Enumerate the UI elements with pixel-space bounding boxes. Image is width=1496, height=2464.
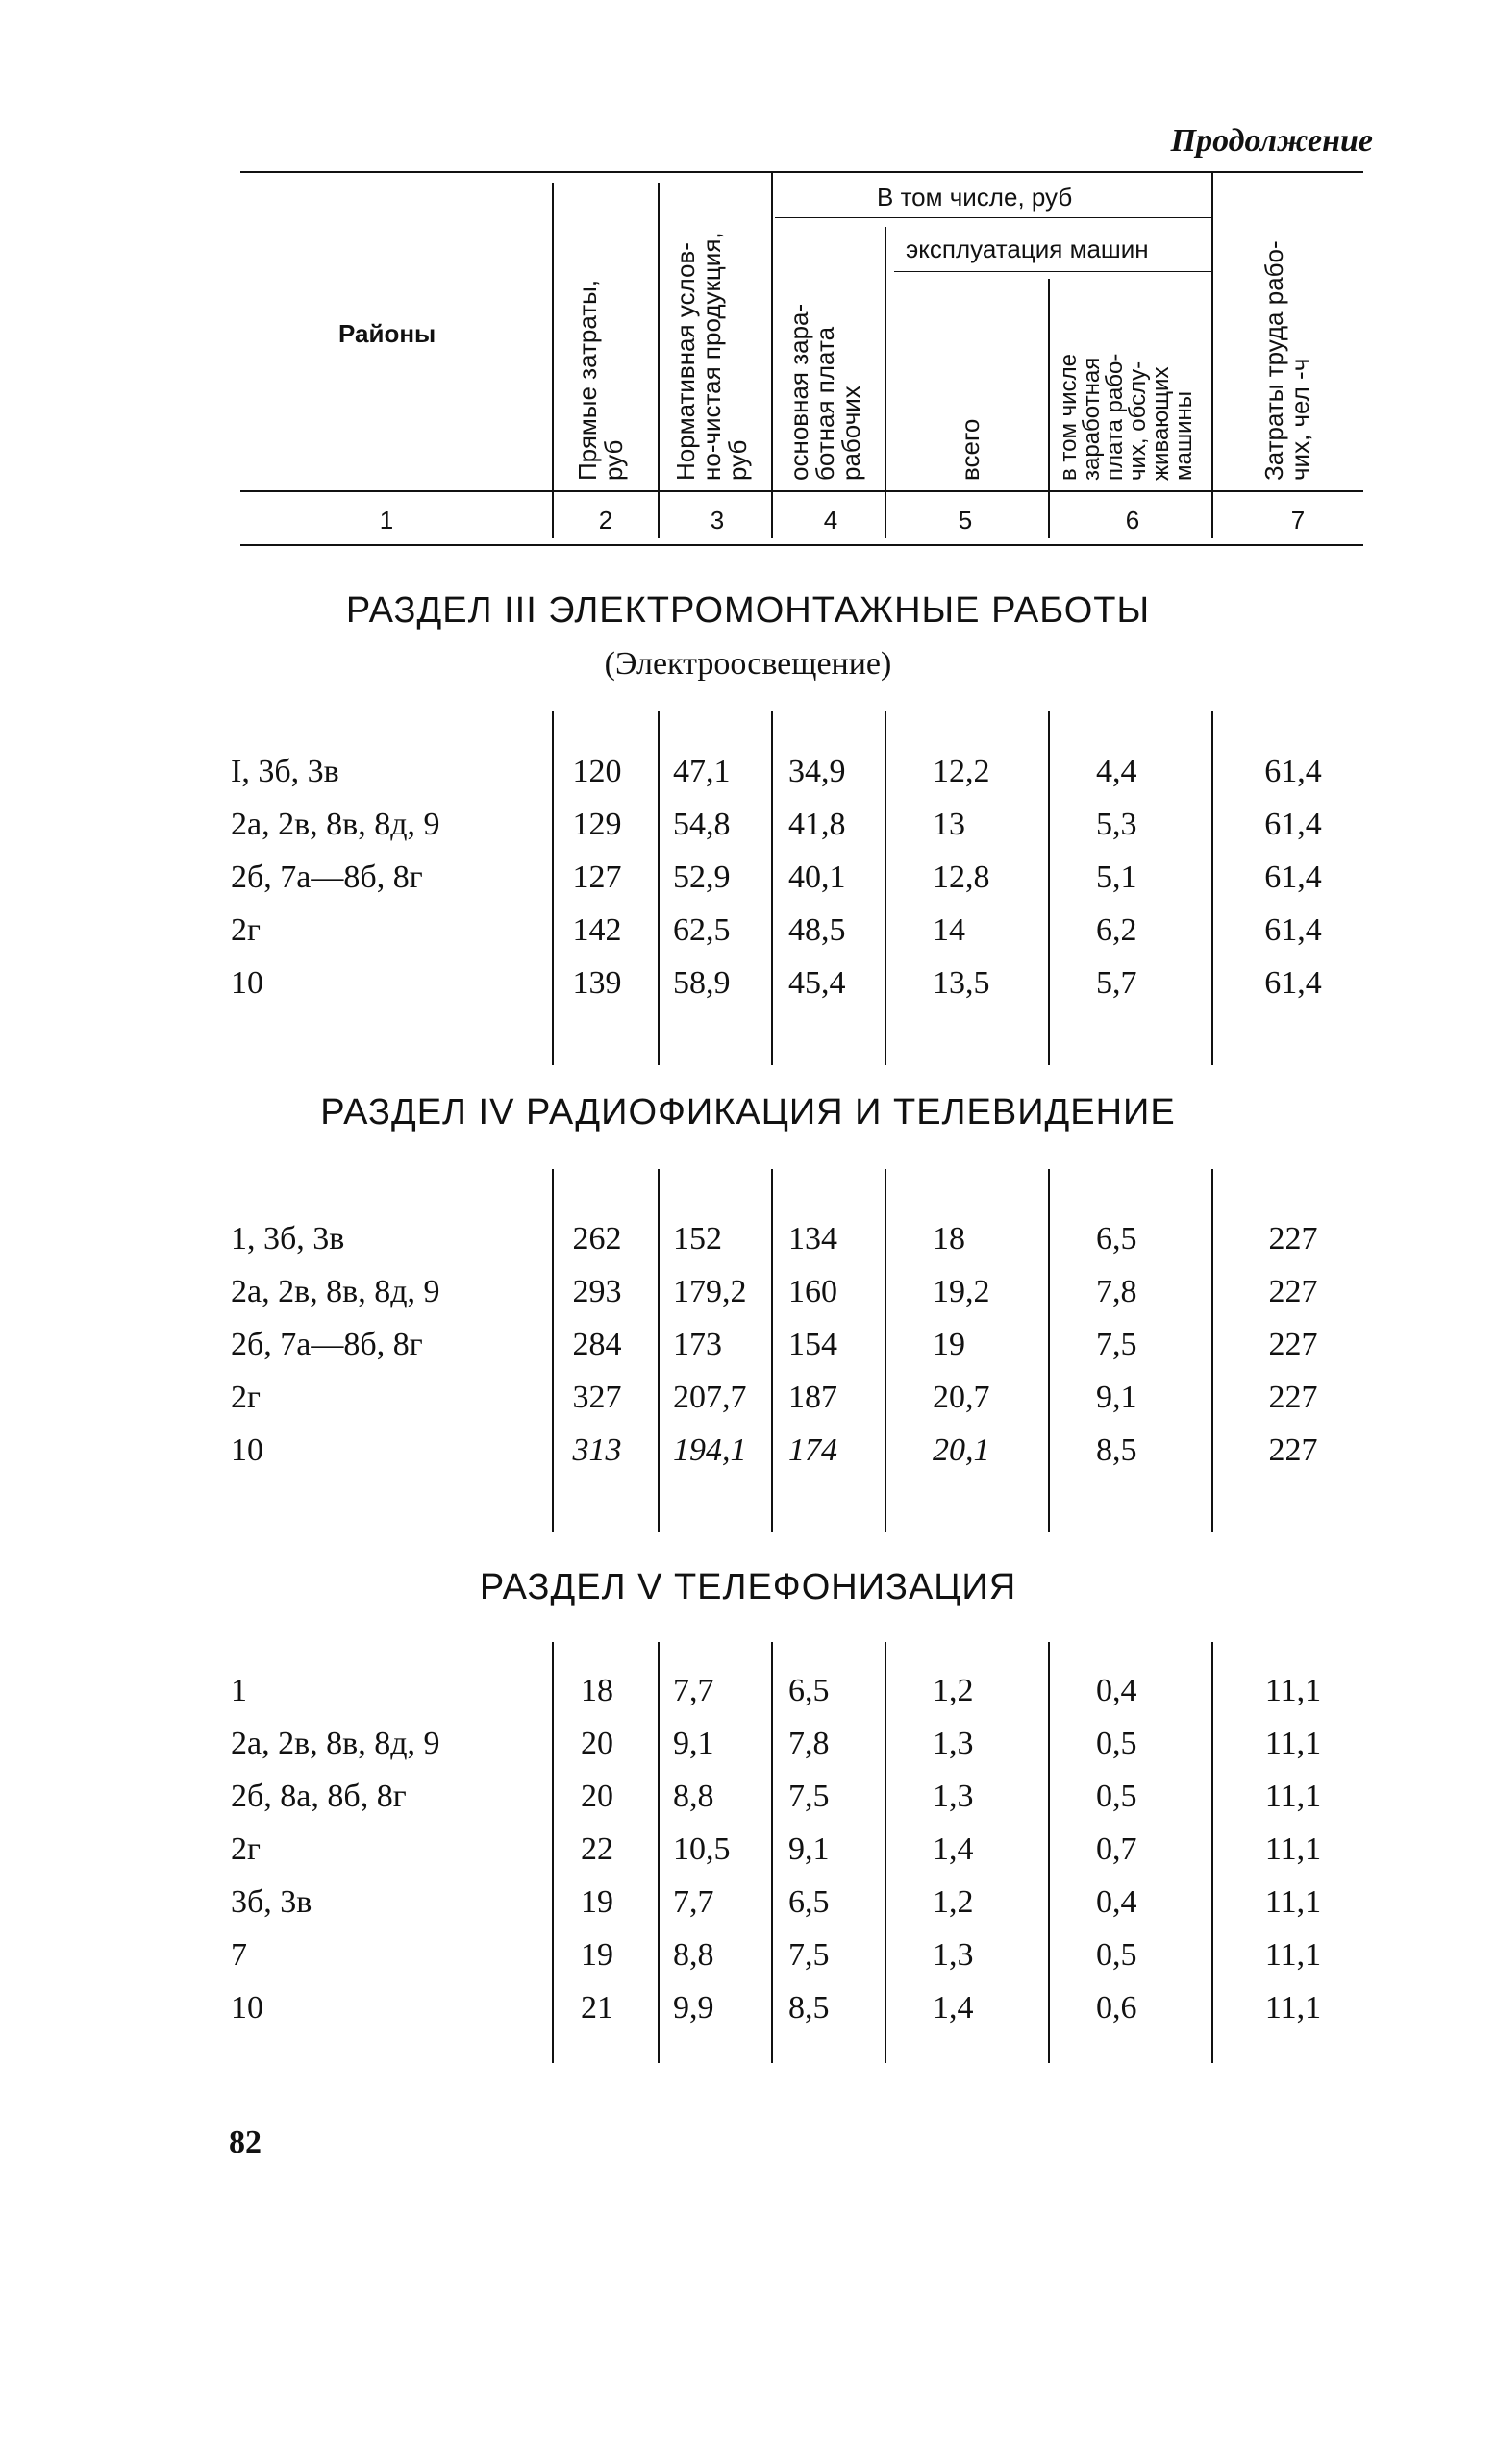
direct-costs-cell: 20 (581, 1726, 613, 1761)
table-row (0, 1990, 1496, 2042)
header-machines-total: всего (956, 418, 985, 481)
column-number-1: 1 (379, 506, 394, 535)
region-cell: 1, 3б, 3в (231, 1221, 345, 1257)
table-row (0, 859, 1496, 911)
table-row (0, 1327, 1496, 1379)
direct-costs-cell: 21 (581, 1990, 613, 2026)
machines-total-cell: 19 (933, 1327, 965, 1362)
column-number-5: 5 (958, 506, 973, 535)
normative-product-cell: 194,1 (673, 1432, 747, 1468)
base-salary-cell: 6,5 (788, 1673, 830, 1708)
section-title: РАЗДЕЛ IV РАДИОФИКАЦИЯ И ТЕЛЕВИДЕНИЕ (320, 1092, 1176, 1132)
header-base-salary: основная зара- ботная плата рабочих (785, 303, 865, 481)
table-row (0, 1432, 1496, 1484)
table-row (0, 754, 1496, 806)
header-normative-product: Нормативная услов- но-чистая продукция, руб (671, 232, 752, 481)
normative-product-cell: 8,8 (673, 1779, 714, 1814)
region-cell: 2а, 2в, 8в, 8д, 9 (231, 1726, 440, 1761)
continuation-label: Продолжение (1170, 123, 1373, 159)
normative-product-cell: 54,8 (673, 807, 731, 842)
normative-product-cell: 9,1 (673, 1726, 714, 1761)
table-row (0, 1779, 1496, 1830)
machines-total-cell: 20,7 (933, 1380, 990, 1415)
labor-costs-cell: 11,1 (1264, 1673, 1322, 1708)
table-row (0, 1274, 1496, 1326)
header-divider-1 (552, 183, 554, 538)
machine-salary-cell: 7,8 (1096, 1274, 1137, 1309)
table-row (0, 1726, 1496, 1778)
machines-total-cell: 12,2 (933, 754, 990, 789)
base-salary-cell: 8,5 (788, 1990, 830, 2026)
direct-costs-cell: 127 (572, 859, 622, 895)
labor-costs-cell: 227 (1268, 1274, 1318, 1309)
base-salary-cell: 174 (788, 1432, 837, 1468)
labor-costs-cell: 11,1 (1264, 1779, 1322, 1814)
column-number-4: 4 (823, 506, 838, 535)
header-subgroup-label: эксплуатация машин (906, 235, 1149, 263)
base-salary-cell: 9,1 (788, 1831, 830, 1867)
labor-costs-cell: 61,4 (1264, 965, 1322, 1001)
region-cell: 2г (231, 1831, 261, 1867)
machine-salary-cell: 0,7 (1096, 1831, 1137, 1867)
base-salary-cell: 6,5 (788, 1884, 830, 1920)
numbers-bottom-rule (240, 544, 1363, 546)
table-row (0, 965, 1496, 1017)
header-divider-5 (1048, 279, 1050, 538)
base-salary-cell: 160 (788, 1274, 837, 1309)
header-labor-costs: Затраты труда рабо- чих, чел -ч (1259, 240, 1314, 481)
base-salary-cell: 41,8 (788, 807, 846, 842)
header-machine-salary: в том числе заработная плата рабо- чих, обслу- живающих машины (1056, 353, 1197, 481)
direct-costs-cell: 18 (581, 1673, 613, 1708)
header-regions: Районы (338, 319, 436, 348)
base-salary-cell: 7,5 (788, 1779, 830, 1814)
header-bottom-rule (240, 490, 1363, 492)
direct-costs-cell: 139 (572, 965, 622, 1001)
region-cell: 10 (231, 965, 263, 1001)
header-direct-costs: Прямые затраты, руб (573, 279, 628, 481)
machine-salary-cell: 5,7 (1096, 965, 1137, 1001)
machine-salary-cell: 4,4 (1096, 754, 1137, 789)
machines-total-cell: 1,3 (933, 1779, 974, 1814)
region-cell: 10 (231, 1432, 263, 1468)
machine-salary-cell: 0,4 (1096, 1673, 1137, 1708)
direct-costs-cell: 20 (581, 1779, 613, 1814)
normative-product-cell: 62,5 (673, 912, 731, 948)
base-salary-cell: 34,9 (788, 754, 846, 789)
column-number-3: 3 (710, 506, 725, 535)
normative-product-cell: 179,2 (673, 1274, 747, 1309)
machine-salary-cell: 9,1 (1096, 1380, 1137, 1415)
labor-costs-cell: 61,4 (1264, 912, 1322, 948)
region-cell: 2г (231, 1380, 261, 1415)
table-row (0, 1937, 1496, 1989)
machine-salary-cell: 0,6 (1096, 1990, 1137, 2026)
region-cell: 3б, 3в (231, 1884, 312, 1920)
labor-costs-cell: 61,4 (1264, 754, 1322, 789)
header-top-rule (240, 171, 1363, 173)
machines-total-cell: 1,2 (933, 1673, 974, 1708)
direct-costs-cell: 313 (572, 1432, 622, 1468)
base-salary-cell: 7,5 (788, 1937, 830, 1973)
normative-product-cell: 10,5 (673, 1831, 731, 1867)
machine-salary-cell: 8,5 (1096, 1432, 1137, 1468)
labor-costs-cell: 11,1 (1264, 1831, 1322, 1867)
machines-total-cell: 14 (933, 912, 965, 948)
machine-salary-cell: 0,5 (1096, 1779, 1137, 1814)
region-cell: 2г (231, 912, 261, 948)
header-divider-6 (1211, 173, 1213, 538)
group-rule (775, 217, 1211, 218)
labor-costs-cell: 61,4 (1264, 859, 1322, 895)
machine-salary-cell: 5,1 (1096, 859, 1137, 895)
region-cell: 2б, 7а—8б, 8г (231, 1327, 423, 1362)
direct-costs-cell: 284 (572, 1327, 622, 1362)
header-divider-2 (658, 183, 660, 538)
machines-total-cell: 1,3 (933, 1726, 974, 1761)
labor-costs-cell: 227 (1268, 1380, 1318, 1415)
column-number-6: 6 (1125, 506, 1140, 535)
header-divider-3 (771, 173, 773, 538)
machines-total-cell: 13 (933, 807, 965, 842)
normative-product-cell: 207,7 (673, 1380, 747, 1415)
normative-product-cell: 58,9 (673, 965, 731, 1001)
normative-product-cell: 152 (673, 1221, 722, 1257)
machine-salary-cell: 7,5 (1096, 1327, 1137, 1362)
machines-total-cell: 1,4 (933, 1831, 974, 1867)
table-row (0, 912, 1496, 964)
section-title: РАЗДЕЛ III ЭЛЕКТРОМОНТАЖНЫЕ РАБОТЫ (345, 590, 1151, 631)
machine-salary-cell: 6,2 (1096, 912, 1137, 948)
region-cell: 2б, 8а, 8б, 8г (231, 1779, 407, 1814)
region-cell: 10 (231, 1990, 263, 2026)
base-salary-cell: 48,5 (788, 912, 846, 948)
direct-costs-cell: 19 (581, 1937, 613, 1973)
direct-costs-cell: 262 (572, 1221, 622, 1257)
machines-total-cell: 19,2 (933, 1274, 990, 1309)
machine-salary-cell: 0,5 (1096, 1937, 1137, 1973)
machines-total-cell: 1,3 (933, 1937, 974, 1973)
labor-costs-cell: 11,1 (1264, 1990, 1322, 2026)
normative-product-cell: 8,8 (673, 1937, 714, 1973)
machines-total-cell: 13,5 (933, 965, 990, 1001)
header-group-label: В том числе, руб (877, 183, 1073, 212)
labor-costs-cell: 11,1 (1264, 1937, 1322, 1973)
labor-costs-cell: 11,1 (1264, 1726, 1322, 1761)
page-number: 82 (229, 2125, 262, 2160)
machines-total-cell: 1,2 (933, 1884, 974, 1920)
normative-product-cell: 52,9 (673, 859, 731, 895)
table-row (0, 1673, 1496, 1725)
base-salary-cell: 134 (788, 1221, 837, 1257)
section-title: РАЗДЕЛ V ТЕЛЕФОНИЗАЦИЯ (479, 1567, 1017, 1607)
region-cell: 2а, 2в, 8в, 8д, 9 (231, 1274, 440, 1309)
region-cell: 7 (231, 1937, 247, 1973)
base-salary-cell: 40,1 (788, 859, 846, 895)
table-row (0, 1380, 1496, 1431)
machines-total-cell: 1,4 (933, 1990, 974, 2026)
direct-costs-cell: 293 (572, 1274, 622, 1309)
region-cell: 2б, 7а—8б, 8г (231, 859, 423, 895)
direct-costs-cell: 22 (581, 1831, 613, 1867)
direct-costs-cell: 327 (572, 1380, 622, 1415)
column-number-2: 2 (598, 506, 613, 535)
machine-salary-cell: 0,4 (1096, 1884, 1137, 1920)
table-row (0, 1831, 1496, 1883)
machines-total-cell: 12,8 (933, 859, 990, 895)
table-row (0, 1884, 1496, 1936)
subgroup-rule (894, 271, 1211, 272)
table-row (0, 1221, 1496, 1273)
labor-costs-cell: 227 (1268, 1221, 1318, 1257)
machine-salary-cell: 6,5 (1096, 1221, 1137, 1257)
region-cell: 2а, 2в, 8в, 8д, 9 (231, 807, 440, 842)
machine-salary-cell: 0,5 (1096, 1726, 1137, 1761)
machines-total-cell: 20,1 (933, 1432, 990, 1468)
machine-salary-cell: 5,3 (1096, 807, 1137, 842)
region-cell: I, 3б, 3в (231, 754, 339, 789)
labor-costs-cell: 227 (1268, 1327, 1318, 1362)
base-salary-cell: 187 (788, 1380, 837, 1415)
normative-product-cell: 47,1 (673, 754, 731, 789)
header-divider-4 (885, 227, 886, 538)
column-number-7: 7 (1290, 506, 1306, 535)
direct-costs-cell: 129 (572, 807, 622, 842)
base-salary-cell: 7,8 (788, 1726, 830, 1761)
normative-product-cell: 7,7 (673, 1884, 714, 1920)
direct-costs-cell: 120 (572, 754, 622, 789)
region-cell: 1 (231, 1673, 247, 1708)
normative-product-cell: 9,9 (673, 1990, 714, 2026)
labor-costs-cell: 11,1 (1264, 1884, 1322, 1920)
section-subtitle: (Электроосвещение) (604, 646, 892, 682)
labor-costs-cell: 227 (1268, 1432, 1318, 1468)
base-salary-cell: 154 (788, 1327, 837, 1362)
machines-total-cell: 18 (933, 1221, 965, 1257)
normative-product-cell: 173 (673, 1327, 722, 1362)
direct-costs-cell: 142 (572, 912, 622, 948)
labor-costs-cell: 61,4 (1264, 807, 1322, 842)
normative-product-cell: 7,7 (673, 1673, 714, 1708)
direct-costs-cell: 19 (581, 1884, 613, 1920)
base-salary-cell: 45,4 (788, 965, 846, 1001)
table-row (0, 807, 1496, 859)
